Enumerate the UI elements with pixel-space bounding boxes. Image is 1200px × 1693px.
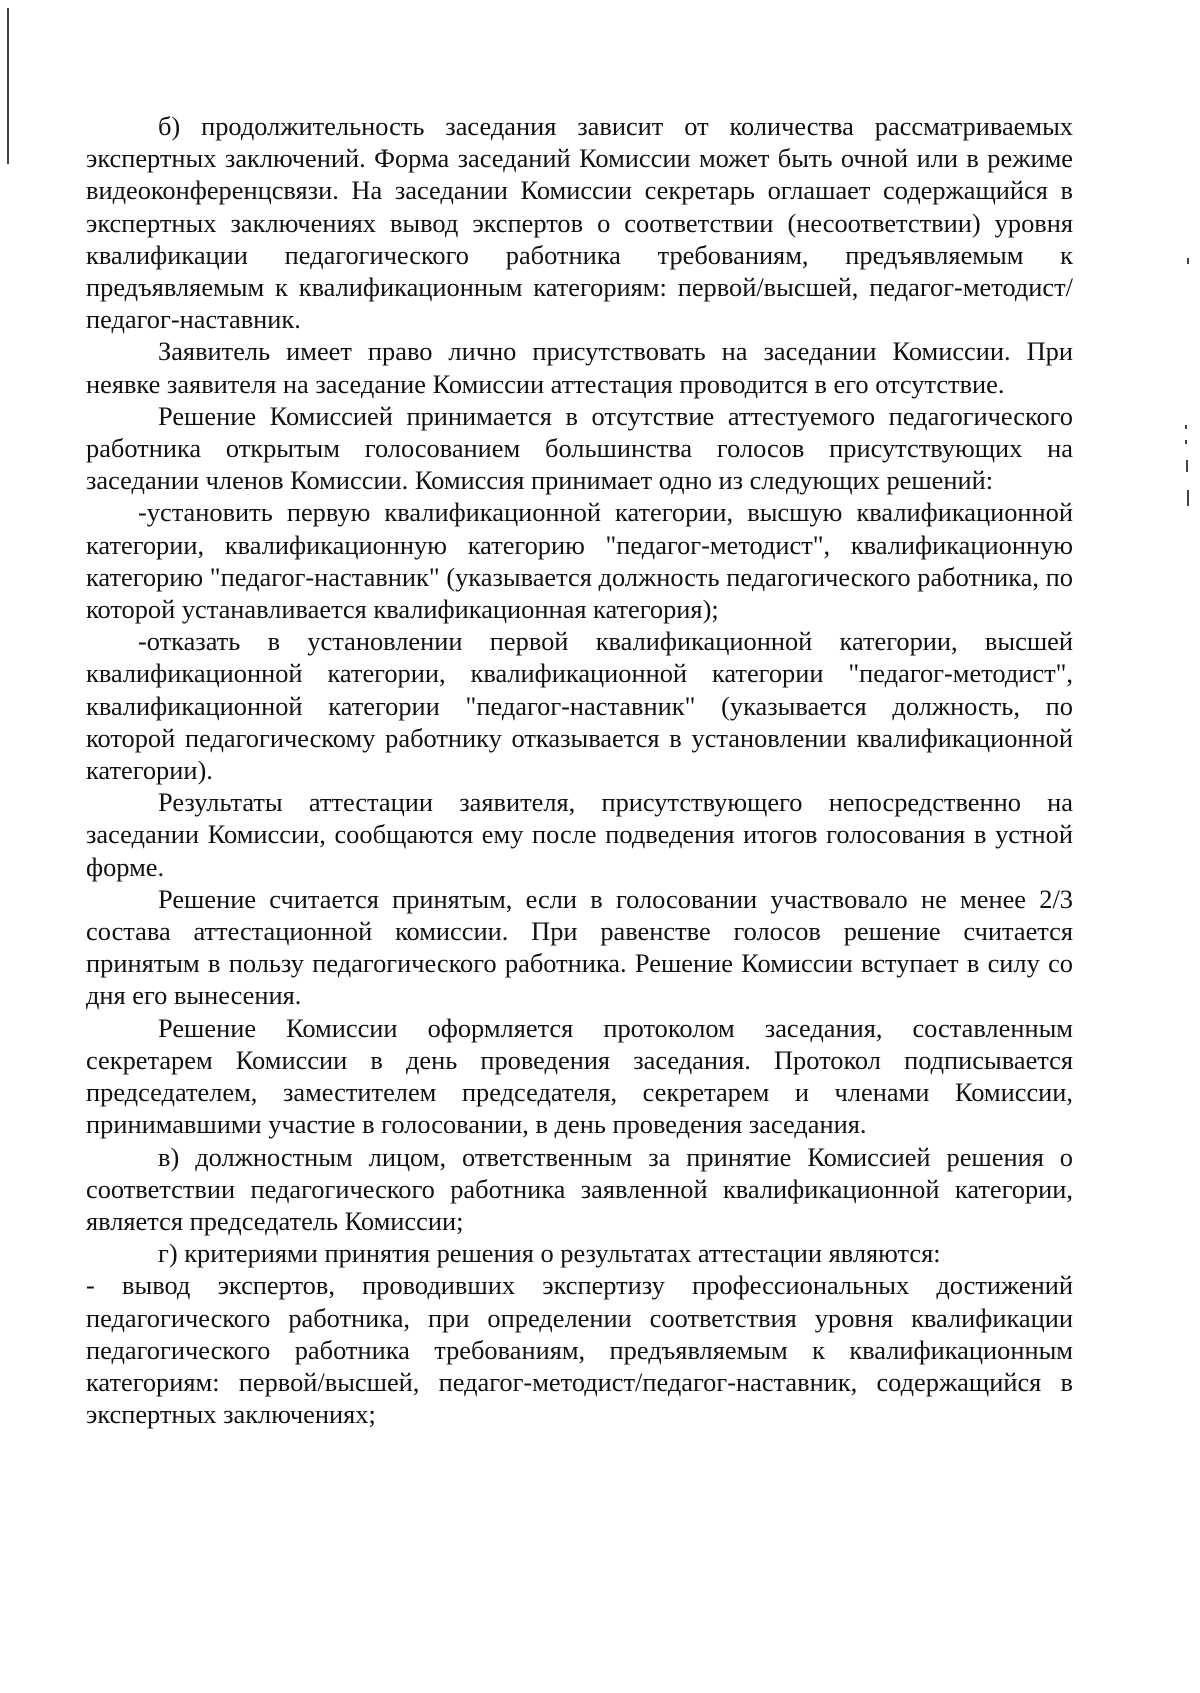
scan-edge-line xyxy=(7,8,9,164)
paragraph-results-communication: Результаты аттестации заявителя, присутствующего непосредственно на заседании Комиссии, сообщаются ему после подведения итогов голосования в устной форме. xyxy=(86,787,1073,882)
paragraph-applicant-presence: Заявитель имеет право лично присутствовать на заседании Комиссии. При неявке заявителя на заседание Комиссии аттестация проводится в его отсутствие. xyxy=(86,336,1073,399)
paragraph-decision-quorum: Решение считается принятым, если в голосовании участвовало не менее 2/3 состава аттестационной комиссии. При равенстве голосов решение считается принятым в пользу педагогического работника. Решение Комиссии вступает в силу со дня его вынесения. xyxy=(86,883,1073,1011)
paragraph-decision-voting: Решение Комиссией принимается в отсутствие аттестуемого педагогического работника открытым голосованием большинства голосов присутствующих на заседании членов Комиссии. Комиссия принимает одно из следующих решений: xyxy=(86,400,1073,496)
list-item-establish-category: -установить первую квалификационной категории, высшую квалификационной категории, квалификационную категорию "педагог-методист", квалификационную категорию "педагог-наставник" (указывается должность педагогического работника, по которой устанавливается квалификационная категория); xyxy=(86,497,1073,625)
document-body xyxy=(86,110,1073,1430)
scan-speck xyxy=(1185,440,1187,444)
list-item-refuse-category: -отказать в установлении первой квалификационной категории, высшей квалификационной категории, квалификационной категории "педагог-методист", квалификационной категории "педагог-наставник" (указывается должность, по которой педагогическому работнику отказывается в установлении квалификационной категории). xyxy=(86,626,1073,786)
scan-speck xyxy=(1187,258,1189,264)
paragraph-protocol: Решение Комиссии оформляется протоколом заседания, составленным секретарем Комиссии в день проведения заседания. Протокол подписывается председателем, заместителем председателя, секретарем и членами Комиссии, принимавшими участие в голосовании, в день проведения заседания. xyxy=(86,1012,1073,1140)
paragraph-session-duration: б) продолжительность заседания зависит от количества рассматриваемых экспертных заключений. Форма заседаний Комиссии может быть очной или в режиме видеоконференцсвязи. На заседании Комиссии секретарь оглашает содержащийся в экспертных заключениях вывод экспертов о соответствии (несоответствии) уровня квалификации педагогического работника требованиям, предъявляемым к предъявляемым к квалификационным категориям: первой/высшей, педагог-методист/педагог-наставник. xyxy=(86,111,1073,335)
paragraph-responsible-official: в) должностным лицом, ответственным за принятие Комиссией решения о соответствии педагогического работника заявленной квалификационной категории, является председатель Комиссии; xyxy=(86,1141,1073,1236)
scan-speck xyxy=(1187,490,1189,506)
scan-speck xyxy=(1185,425,1187,429)
list-item-experts-conclusion: - вывод экспертов, проводивших экспертизу профессиональных достижений педагогического работника, при определении соответствия уровня квалификации педагогического работника требованиям, предъявляемым к квалификационным категориям: первой/высшей, педагог-методист/педагог-наставник, содержащийся в экспертных заключениях; xyxy=(86,1270,1073,1430)
scan-speck xyxy=(1186,460,1188,472)
paragraph-criteria-heading: г) критериями принятия решения о результатах аттестации являются: xyxy=(158,1238,941,1269)
